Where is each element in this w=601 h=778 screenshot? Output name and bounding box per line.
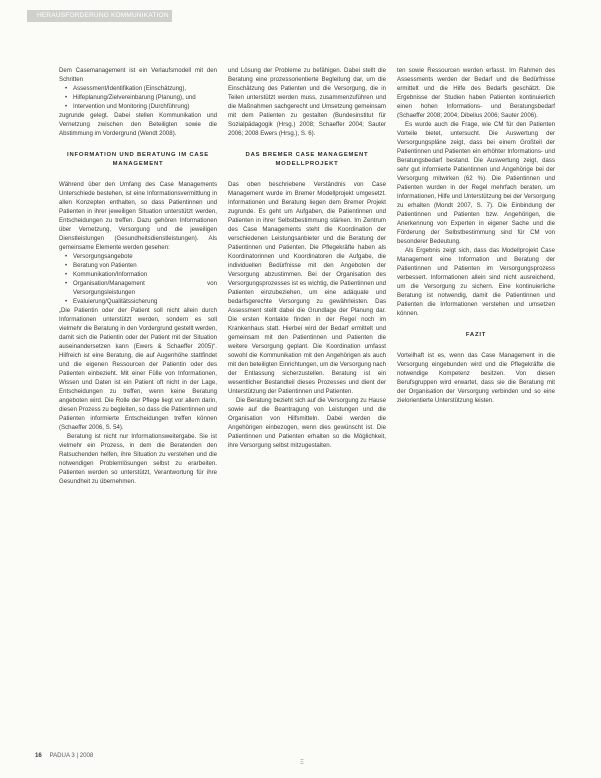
list-item: • Hilfeplanung/Zielvereinbarung (Planung), und xyxy=(59,93,217,102)
paragraph: ten sowie Ressourcen werden erfasst. Im Rahmen des Assessments werden der Bedarf und die Bedürfnisse ermittelt und die Hilfe des Bedarfs geschätzt. Die Ergebnisse der Studien haben Patienten kontinuierlich einen hohen Informations- und Beratungsbedarf (Schaeffer 2008; 2004; Dibelius 2006; Sauter 2006). xyxy=(397,67,555,119)
page-number: 16 xyxy=(35,752,42,759)
list-item: • Organisation/Management von Versorgungsleistungen xyxy=(59,279,217,297)
section-heading: FAZIT xyxy=(465,332,487,338)
paragraph: Als Ergebnis zeigt sich, dass das Modellprojekt Case Management eine Information und Beratung der Patientinnen und Patienten im Versorgungsprozess verbessert. Informationen allein sind nicht ausreichend, um die Versorgung zu sichern. Eine kontinuierliche Beratung ist notwendig, damit die Patientinnen und Patienten die Informationen verstehen und umsetzen können. xyxy=(397,247,555,317)
paragraph: Dem Casemanagement ist ein Verlaufsmodell mit den Schritten xyxy=(59,67,217,83)
paragraph: „Die Patientin oder der Patient soll nicht allein durch Informationen unterstützt werden, sondern es soll vielmehr die Beratung in den Vordergrund gestellt werden, damit sich die Patientin oder der Patient mit der Situation auseinandersetzen kann (Ewers & Schaeffer 2005)“. Hilfreich ist eine Beratung, die auf Augenhöhe stattfindet und die eigenen Ressourcen der Patientin oder des Patienten einbezieht. Mit einer Fülle von Informationen, Wissen und Daten ist ein Patient oft nicht in der Lage, Entscheidungen zu treffen, wenn keine Beratung angeboten wird. Die Rolle der Pflege liegt vor allem darin, diesen Prozess zu begleiten, so dass die Patientinnen und Patienten informierte Entscheidungen treffen können (Schaeffer 2006, S. 54). xyxy=(59,307,217,431)
list-item: • Beratung von Patienten xyxy=(59,261,217,270)
section-heading: INFORMATION UND BERATUNG IM CASE MANAGEMENT xyxy=(67,152,209,167)
paragraph: und Lösung der Probleme zu befähigen. Dabei stellt die Beratung eine prozessorientierte Begleitung dar, um die Einschätzung des Patienten und die Versorgung, die in Teilen unterstützt werden muss, zusammenzuführen und die Maßnahmen sachgerecht und Umsetzung gemeinsam mit dem Patienten zu gestalten (Bundesinstitut für Sozialpädagogik (Hrsg.) 2008; Schaeffer 2004; Sauter 2006; 2008 Ewers (Hrsg.), S. 6). xyxy=(228,67,386,137)
footer-mark: Ξ xyxy=(300,760,304,766)
paragraph: Beratung ist nicht nur Informationsweitergabe. Sie ist vielmehr ein Prozess, in dem die Beratenden den Ratsuchenden helfen, ihre Situation zu verstehen und die notwendigen Problemlösungen selbst zu erarbeiten. Patienten werden so unterstützt, Verantwortung für ihre Gesundheit zu übernehmen. xyxy=(59,433,217,485)
list-item: • Versorgungsangebote xyxy=(59,252,217,261)
paragraph: Vorteilhaft ist es, wenn das Case Management in die Versorgung eingebunden wird und die Pflegekräfte die notwendige Kompetenz besitzen. Von diesen Berufsgruppen wird erwartet, dass sie die Beratung mit der Organisation der Versorgung verbinden und so eine zielorientierte Unterstützung leisten. xyxy=(397,352,555,404)
paragraph: Das oben beschriebene Verständnis von Case Management wurde im Bremer Modellprojekt umgesetzt. Informationen und Beratung liegen dem Bremer Projekt zugrunde. Es geht um Aufgaben, die Patientinnen und Patienten in ihrer Selbstbestimmung stärken. Im Zentrum des Case Managements steht die Koordination der verschiedenen Leistungsanbieter und die Beratung der Patientinnen und Patienten. Die Pflegekräfte haben als Koordinatorinnen und Koordinatoren die Aufgabe, die individuellen Bedürfnisse mit den Angeboten der Versorgung abzustimmen. Bei der Organisation des Versorgungsprozesses ist es wichtig, die Patientinnen und Patienten einzubeziehen, um eine adäquate und bedarfsgerechte Versorgung zu gewährleisten. Das Assessment stellt dabei die Grundlage der Planung dar. Die ersten Kontakte finden in der Regel noch im Krankenhaus statt. Hierbei wird der Bedarf ermittelt und gemeinsam mit den Patientinnen und Patienten die weitere Versorgung geplant. Die Koordination umfasst sowohl die Kommunikation mit den Angehörigen als auch mit den beteiligten Einrichtungen, um die Versorgung nach der Entlassung sicherzustellen. Beratung ist ein wesentlicher Bestandteil dieses Prozesses und dient der Unterstützung der Patientinnen und Patienten. xyxy=(228,181,386,395)
paragraph: Es wurde auch die Frage, wie CM für den Patienten Vorteile bietet, untersucht. Die Auswertung der Versorgungspläne zeigt, dass bei einem Großteil der Patientinnen und Patienten ein erhöhter Informations- und Beratungsbedarf bestand. Die Auswertung zeigt, dass sehr gut informierte Patientinnen und Angehörige bei der Versorgung mitwirken (62 %). Die Patientinnen und Patienten wurden in der Regel mehrfach beraten, um Informationen, Hilfe und Unterstützung bei der Versorgung zu erhalten (Mondt 2007, S. 7). Die Einbindung der Patientinnen und Patienten bzw. Angehörigen, die Anerkennung von Experten in eigener Sache und die Förderung der Selbstbestimmung sind für CM von besonderer Bedeutung. xyxy=(397,121,555,245)
list-item: • Intervention und Monitoring (Durchführung) xyxy=(59,102,217,111)
list-item: • Kommunikation/Information xyxy=(59,270,217,279)
list-item: • Assessment/Identifikation (Einschätzung), xyxy=(59,84,217,93)
section-tag: HERAUSFORDERUNG KOMMUNIKATION xyxy=(27,10,172,22)
journal-name: PADUA 3 | 2008 xyxy=(49,752,94,759)
section-heading: DAS BREMER CASE MANAGEMENT MODELLPROJEKT xyxy=(245,152,369,167)
paragraph: Die Beratung bezieht sich auf die Versorgung zu Hause sowie auf die Beantragung von Leistungen und die Organisation von Hilfsmitteln. Dabei werden die Angehörigen einbezogen, wenn dies gewünscht ist. Die Patientinnen und Patienten erhalten so die Möglichkeit, ihre Versorgung selbst mitzugestalten. xyxy=(228,397,386,449)
paragraph: zugrunde gelegt. Dabei stellen Kommunikation und Vernetzung zwischen den Beteiligten sowie die Abstimmung im Vordergrund (Wendt 2008). xyxy=(59,112,217,137)
text-column-2 xyxy=(228,66,386,450)
list-item: • Evaluierung/Qualitätssicherung xyxy=(59,297,217,306)
text-column-1 xyxy=(59,66,217,486)
text-column-3 xyxy=(397,66,555,405)
paragraph: Während über den Umfang des Case Managements Unterschiede bestehen, ist eine Informationsvermittlung in allen Konzepten enthalten, so dass Patientinnen und Patienten in ihrer jeweiligen Situation unterstützt werden, Entscheidungen zu treffen. Dazu gehören Informationen über Vernetzung, Versorgung und die jeweiligen Dienstleistungen (Gesundheitsdienstleistungen). Als gemeinsame Elemente werden gesehen: xyxy=(59,181,217,251)
page-footer xyxy=(35,752,93,759)
bullet-list xyxy=(59,252,217,306)
bullet-list xyxy=(59,84,217,111)
